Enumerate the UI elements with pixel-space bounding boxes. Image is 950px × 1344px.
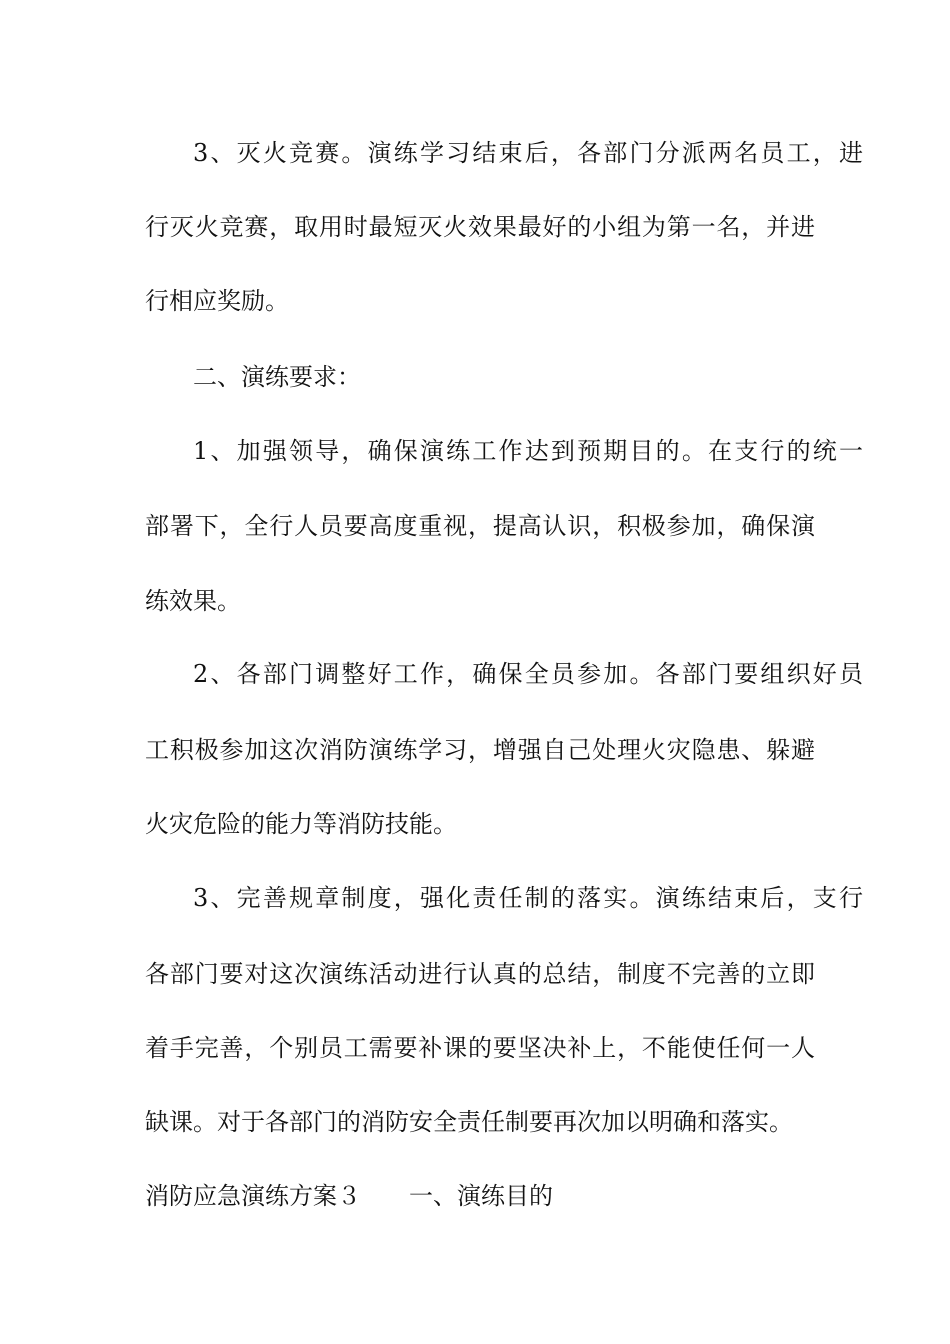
- section-heading: 二、演练要求：: [193, 363, 361, 391]
- paragraph-line: 3、灭火竞赛。演练学习结束后，各部门分派两名员工，进: [193, 139, 863, 167]
- paragraph-line: 3、完善规章制度，强化责任制的落实。演练结束后，支行: [193, 884, 863, 912]
- paragraph-line: 工积极参加这次消防演练学习，增强自己处理火灾隐患、躲避: [145, 736, 815, 764]
- paragraph-line: 行灭火竞赛，取用时最短灭火效果最好的小组为第一名，并进: [145, 213, 815, 241]
- section-subtitle: 一、演练目的: [409, 1182, 553, 1210]
- paragraph-line: 着手完善，个别员工需要补课的要坚决补上，不能使任何一人: [145, 1034, 815, 1062]
- paragraph-line: 火灾危险的能力等消防技能。: [145, 810, 457, 838]
- paragraph-line: 2、各部门调整好工作，确保全员参加。各部门要组织好员: [193, 660, 863, 688]
- section-title-line: [145, 1181, 815, 1211]
- paragraph-line: 1、加强领导，确保演练工作达到预期目的。在支行的统一: [193, 437, 863, 465]
- section-title: 消防应急演练方案３: [145, 1182, 361, 1210]
- paragraph-line: 各部门要对这次演练活动进行认真的总结，制度不完善的立即: [145, 960, 815, 988]
- paragraph-line: 部署下，全行人员要高度重视，提高认识，积极参加，确保演: [145, 512, 815, 540]
- paragraph-line: 行相应奖励。: [145, 287, 289, 315]
- paragraph-line: 练效果。: [145, 587, 241, 615]
- paragraph-line: 缺课。对于各部门的消防安全责任制要再次加以明确和落实。: [145, 1108, 793, 1136]
